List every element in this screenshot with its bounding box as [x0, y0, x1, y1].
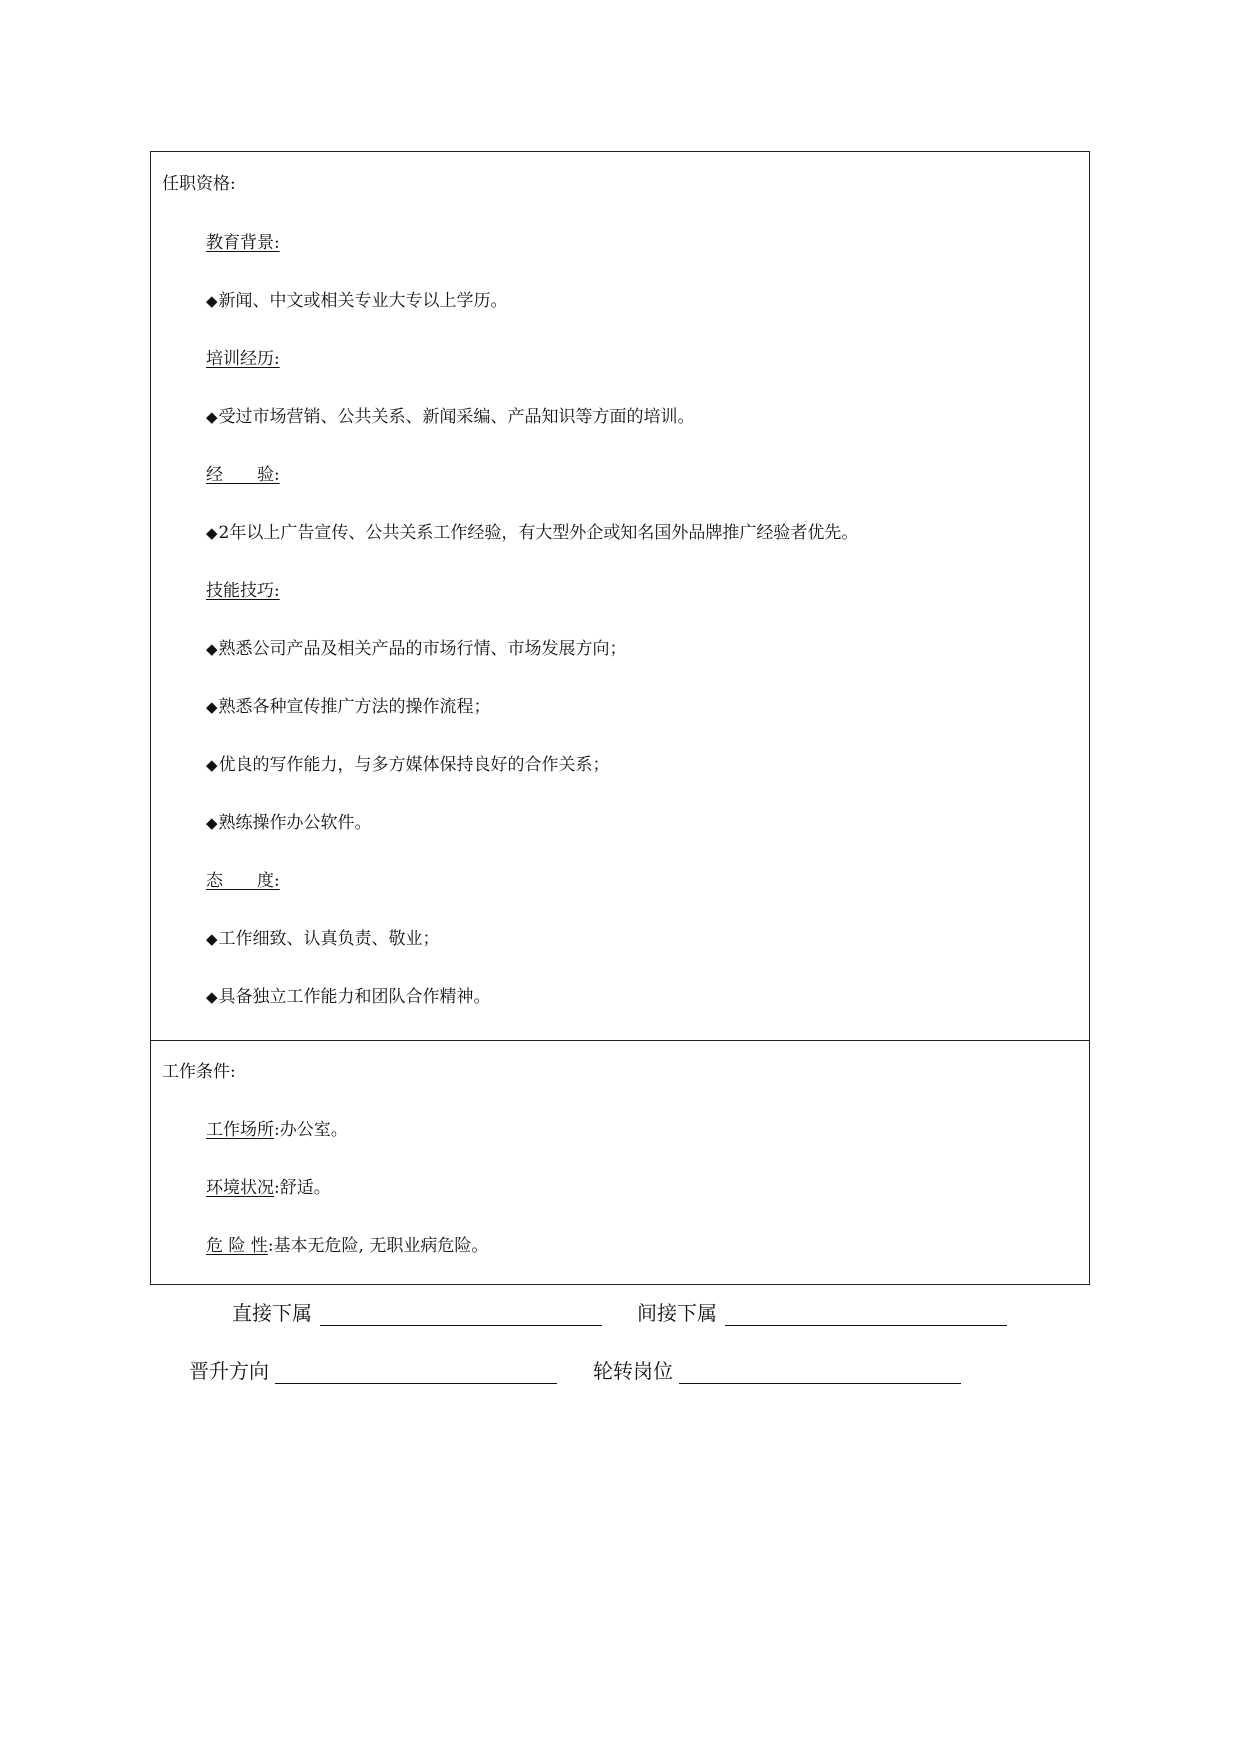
experience-heading	[206, 464, 280, 486]
experience-item-text: 2年以上广告宣传、公共关系工作经验，有大型外企或知名国外品牌推广经验者优先。	[218, 523, 859, 543]
skills-heading-label: 技能技巧:	[206, 581, 280, 601]
diamond-bullet-icon: ◆	[206, 930, 218, 948]
indirect-subordinate-field[interactable]	[637, 1300, 1007, 1326]
diamond-bullet-icon: ◆	[206, 756, 218, 774]
training-item-text: 受过市场营销、公共关系、新闻采编、产品知识等方面的培训。	[218, 407, 695, 427]
qualifications-section	[151, 152, 1089, 1040]
condition-value: :基本无危险, 无职业病危险。	[267, 1236, 489, 1256]
list-item	[206, 290, 508, 312]
diamond-bullet-icon: ◆	[206, 524, 218, 542]
list-item	[206, 696, 491, 718]
diamond-bullet-icon: ◆	[206, 292, 218, 310]
direct-subordinate-label: 直接下属	[232, 1301, 312, 1325]
condition-label: 工作场所	[206, 1120, 274, 1140]
attitude-heading	[206, 870, 280, 892]
promotion-direction-label: 晋升方向	[189, 1359, 269, 1383]
diamond-bullet-icon: ◆	[206, 640, 218, 658]
list-item	[206, 522, 858, 544]
attitude-item-text: 具备独立工作能力和团队合作精神。	[218, 987, 491, 1007]
rotation-position-label: 轮转岗位	[593, 1359, 673, 1383]
condition-row	[206, 1119, 348, 1141]
education-item-text: 新闻、中文或相关专业大专以上学历。	[218, 291, 508, 311]
qualifications-title: 任职资格:	[162, 174, 236, 194]
training-heading	[206, 348, 280, 370]
attitude-heading-label: 态 度:	[206, 871, 280, 891]
skills-heading	[206, 580, 280, 602]
training-heading-label: 培训经历:	[206, 349, 280, 369]
education-heading-label: 教育背景:	[206, 233, 280, 253]
list-item	[206, 986, 491, 1008]
diamond-bullet-icon: ◆	[206, 698, 218, 716]
condition-row	[206, 1235, 488, 1257]
condition-label: 危 险 性	[206, 1236, 268, 1256]
list-item	[206, 638, 627, 660]
attitude-item-text: 工作细致、认真负责、敬业；	[218, 929, 440, 949]
skills-item-text: 熟悉各种宣传推广方法的操作流程；	[218, 697, 491, 717]
rotation-position-blank[interactable]	[679, 1383, 961, 1384]
list-item	[206, 812, 372, 834]
list-item	[206, 928, 440, 950]
condition-label: 环境状况	[206, 1178, 274, 1198]
indirect-subordinate-label: 间接下属	[637, 1301, 717, 1325]
education-heading	[206, 232, 280, 254]
direct-subordinate-field[interactable]	[232, 1300, 602, 1326]
promotion-direction-blank[interactable]	[275, 1383, 557, 1384]
rotation-position-field[interactable]	[593, 1358, 963, 1384]
skills-item-text: 优良的写作能力，与多方媒体保持良好的合作关系；	[218, 755, 610, 775]
diamond-bullet-icon: ◆	[206, 814, 218, 832]
condition-value: :舒适。	[274, 1178, 331, 1198]
job-description-table	[150, 151, 1090, 1285]
list-item	[206, 754, 610, 776]
working-conditions-title: 工作条件:	[162, 1062, 236, 1082]
list-item	[206, 406, 695, 428]
diamond-bullet-icon: ◆	[206, 988, 218, 1006]
skills-item-text: 熟悉公司产品及相关产品的市场行情、市场发展方向；	[218, 639, 627, 659]
condition-value: :办公室。	[274, 1120, 348, 1140]
diamond-bullet-icon: ◆	[206, 408, 218, 426]
skills-item-text: 熟练操作办公软件。	[218, 813, 372, 833]
experience-heading-label: 经 验:	[206, 465, 280, 485]
promotion-direction-field[interactable]	[189, 1358, 559, 1384]
working-conditions-section	[151, 1040, 1089, 1284]
condition-row	[206, 1177, 331, 1199]
direct-subordinate-blank[interactable]	[320, 1325, 602, 1326]
indirect-subordinate-blank[interactable]	[725, 1325, 1007, 1326]
